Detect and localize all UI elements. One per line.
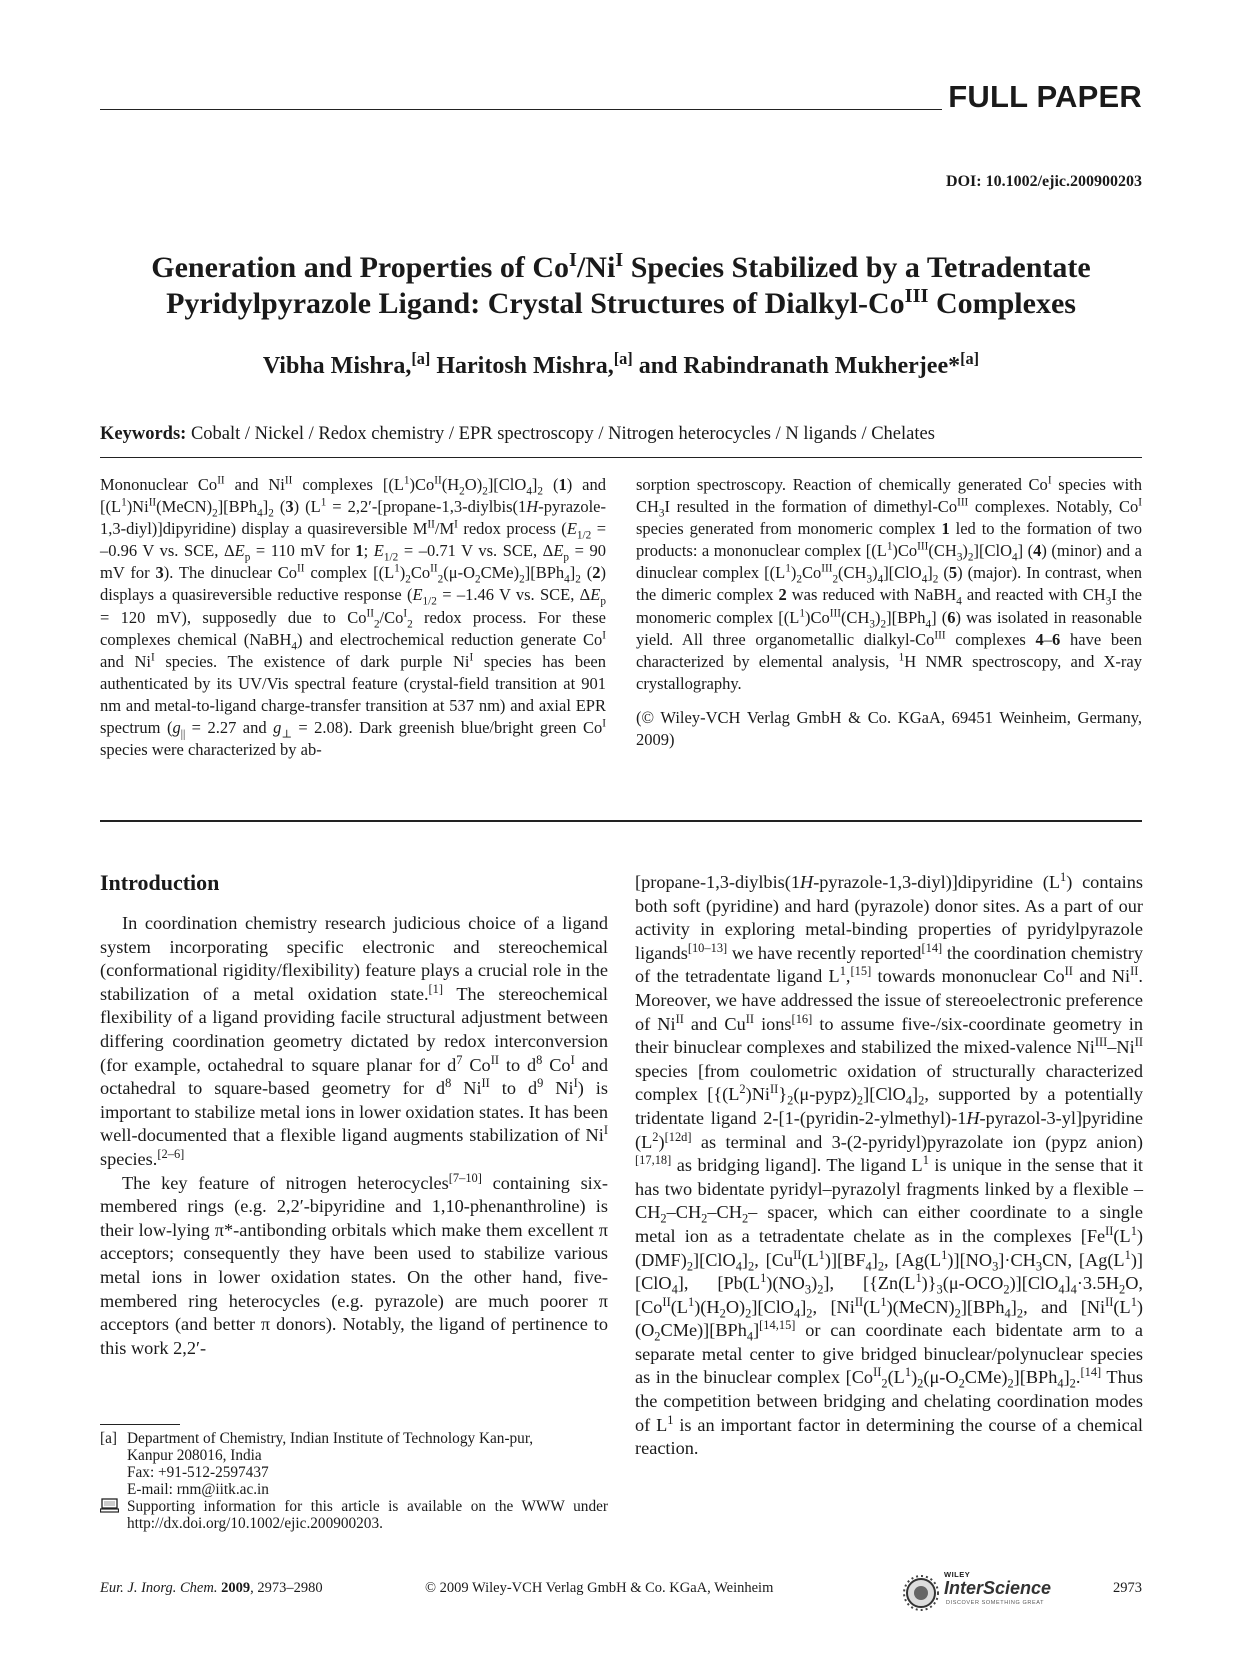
author-name: and Rabindranath Mukherjee* [632, 353, 961, 379]
page-number: 2973 [1113, 1580, 1142, 1596]
author-name: Vibha Mishra, [262, 353, 412, 379]
author-list [100, 349, 1142, 380]
author-affiliation: [a] [960, 349, 980, 368]
footer-copyright: © 2009 Wiley-VCH Verlag GmbH & Co. KGaA, Weinheim [425, 1580, 774, 1596]
page-footer [100, 1570, 1142, 1606]
footnote-mark: [a] [100, 1430, 117, 1447]
footnotes [100, 1430, 608, 1532]
footnote-line: E-mail: rnm@iitk.ac.in [127, 1481, 269, 1498]
body-paragraph: [propane-1,3-diylbis(1H-pyrazole-1,3-diyl)]dipyridine $(L^1)$ contains both soft (pyridine) and hard (pyrazole) donor sites. As a part of our activity in exploring metal-binding properties of pyridylpyrazole ligands[10–13] we have recently reported[14] the coordination chemistry of the tetradentate ligand $L^1,[15]$ towards mononuclear $Co^{II}$ and $Ni^{II}$. Moreover, we have addressed the issue of stereoelectronic preference of $Ni^{II}$ and $Cu^{II}$ ions[16] to assume five-/six-coordinate geometry in their binuclear complexes and stabilized the mixed-valence $Ni^{III}-Ni^{II}$ species [from coulometric oxidation of structurally characterized complex $[\{(L^2)Ni^{II}\}_2(\mu-pypz)_2][ClO_4]_2$, supported by a potentially tridentate ligand 2-[1-(pyridin-2-ylmethyl)-1H-pyrazol-3-yl]pyridine $(L^2)[12d]$ as terminal and 3-(2-pyridyl)pyrazolate ion (pypz anion)[17,18] as bridging ligand]. The ligand $L^1$ is unique in the sense that it has two bidentate pyridyl–pyrazolyl fragments linked by a flexible $-CH_2-CH_2-CH_2-$ spacer, which can either coordinate to a single metal ion as a tetradentate chelate as in the complexes $[Fe^{II}(L^1)(DMF)_2][ClO_4]_2$, $[Cu^{II}(L^1)][BF_4]_2$, $[Ag(L^1)][NO_3]\cdot CH_3CN$, $[Ag(L^1)][ClO_4]$, $[Pb(L^1)(NO_3)_2]$, $[\{Zn(L^1)\}_3(\mu-OCO_2)][ClO_4]_4\cdot 3.5H_2O$, $[Co^{II}(L^1)(H_2O)_2][ClO_4]_2$, $[Ni^{II}(L^1)(MeCN)_2][BPh_4]_2$, and $[Ni^{II}(L^1)(O_2CMe)][BPh_4][14,15]$ or can coordinate each bidentate arm to a separate metal center to give bridged binuclear/polynuclear species as in the binuclear complex $[Co^{II}_2(L^1)_2(\mu-O_2CMe)_2][BPh_4]_2.[14]$ Thus the competition between bridging and chelating coordination modes of $L^1$ is an important factor in determining the course of a chemical reaction. [635, 869, 1144, 1459]
interscience-globe-icon [902, 1574, 940, 1612]
author-affiliation: [a] [411, 349, 431, 368]
keywords-rule [100, 457, 1142, 458]
supporting-info-text: Supporting information for this article is available on the WWW under http://dx.doi.org/10.1002/ejic.200900203. [127, 1498, 608, 1532]
supporting-info-footnote [100, 1498, 608, 1532]
author-name: Haritosh Mishra, [430, 353, 614, 379]
body-column-2 [635, 871, 1143, 1461]
logo-brand-text: InterScience [944, 1578, 1052, 1598]
section-label: FULL PAPER [948, 79, 1142, 114]
body-paragraph: In coordination chemistry research judicious choice of a ligand system incorporating specific electronic and stereochemical (conformational rigidity/flexibility) feature plays a crucial role in the stabilization of a metal oxidation state.[1] The stereochemical flexibility of a ligand providing facile structural adjustment between differing coordination geometry dictated by redox interconversion (for example, octahedral to square planar for $d^7$ $Co^{II}$ to $d^8$ $Co^I$ and octahedral to square-based geometry for $d^8$ $Ni^{II}$ to $d^9$ $Ni^I$) is important to stabilize metal ions in lower oxidation states. It has been well-documented that a flexible ligand augments stabilization of $Ni^I$ species.[2–6] [100, 913, 609, 1169]
body-column-1 [100, 912, 608, 1360]
keywords-text: Cobalt / Nickel / Redox chemistry / EPR spectroscopy / Nitrogen heterocycles / N ligands / Chelates [186, 424, 935, 444]
section-heading: Introduction [100, 870, 220, 895]
logo-tagline: DISCOVER SOMETHING GREAT [946, 1600, 1045, 1606]
computer-icon [100, 1498, 127, 1532]
affiliation-footnote [100, 1430, 608, 1498]
keywords-label: Keywords: [100, 424, 187, 444]
footnote-rule [100, 1424, 180, 1425]
footnote-line: Kanpur 208016, India [127, 1447, 262, 1464]
header-rule [100, 109, 942, 110]
abstract-copyright: (© Wiley-VCH Verlag GmbH & Co. KGaA, 69451 Weinheim, Germany, 2009) [636, 707, 1142, 750]
abstract-column-1: Mononuclear $Co^{II}$ and $Ni^{II}$ complexes $[(L^1)Co^{II}(H_2O)_2][ClO_4]_2$ (1) and $[(L^1)Ni^{II}(MeCN)_2][BPh_4]_2$ (3) ($L^1$ = 2,2′-[propane-1,3-diylbis(1H-pyrazole-1,3-diyl)]dipyridine) display a quasireversible $M^{II}/M^I$ redox process ($E_{1/2} = -0.96$ V vs. SCE, $\Delta E_p = 110$ mV for 1; $E_{1/2} = -0.71$ V vs. SCE, $\Delta E_p = 90$ mV for 3). The dinuclear $Co^{II}$ complex $[(L^1)_2Co^{II}_2(\mu-O_2CMe)_2][BPh_4]_2$ (2) displays a quasireversible reductive response ($E_{1/2} = -1.46$ V vs. SCE, $\Delta E_p = 120$ mV), supposedly due to $Co^{II}_2/Co^I_2$ redox process. For these complexes chemical (NaBH$_4$) and electrochemical reduction generate $Co^I$ and $Ni^I$ species. The existence of dark purple $Ni^I$ species has been authenticated by its UV/Vis spectral feature (crystal-field transition at 901 nm and metal-to-ligand charge-transfer transition at 537 nm) and axial EPR spectrum ($g_{||} = 2.27$ and $g_\perp = 2.08$). Dark greenish blue/bright green $Co^I$ species were characterized by ab- [100, 474, 607, 760]
author-affiliation: [a] [613, 349, 633, 368]
abstract-rule [100, 820, 1142, 822]
body-paragraph: The key feature of nitrogen heterocycles[7–10] containing six-membered rings (e.g. 2,2′-bipyridine and 1,10-phenanthroline) is their low-lying π*-antibonding orbitals which make them excellent π acceptors; consequently they have been used to stabilize various metal ions in lower oxidation states. On the other hand, five-membered ring heterocycles (e.g. pyrazole) are much poorer π acceptors (and better π donors). Notably, the ligand of pertinence to this work 2,2′- [100, 1170, 608, 1358]
abstract-column-2: sorption spectroscopy. Reaction of chemically generated $Co^I$ species with $CH_3I$ resulted in the formation of dimethyl-$Co^{III}$ complexes. Notably, $Co^I$ species generated from monomeric complex 1 led to the formation of two products: a mononuclear complex $[(L^1)Co^{III}(CH_3)_2][ClO_4]$ (4) (minor) and a dinuclear complex $[(L^1)_2Co^{III}_2(CH_3)_4][ClO_4]_2$ (5) (major). In contrast, when the dimeric complex 2 was reduced with NaBH$_4$ and reacted with $CH_3I$ the monomeric complex $[(L^1)Co^{III}(CH_3)_2][BPh_4]$ (6) was isolated in reasonable yield. All three organometallic dialkyl-$Co^{III}$ complexes 4–6 have been characterized by elemental analysis, $^1$H NMR spectroscopy, and X-ray crystallography. (© Wiley-VCH Verlag GmbH & Co. KGaA, 69451 Weinheim, Germany, 2009) [636, 474, 1142, 751]
logo-wiley-text: WILEY [944, 1570, 971, 1579]
keywords [100, 424, 1142, 445]
footnote-line: Fax: +91-512-2597437 [127, 1464, 269, 1481]
footer-journal: Eur. J. Inorg. Chem. 2009, 2973–2980 [100, 1580, 323, 1596]
doi: DOI: 10.1002/ejic.200900203 [946, 173, 1142, 190]
article-title: Generation and Properties of $Co^I/Ni^I$ Species Stabilized by a Tetradentate Pyridylpyrazole Ligand: Crystal Structures of Dialkyl-$Co^{III}$ Complexes [151, 249, 1091, 320]
footnote-line: Department of Chemistry, Indian Institute of Technology Kan-pur, [127, 1430, 534, 1447]
